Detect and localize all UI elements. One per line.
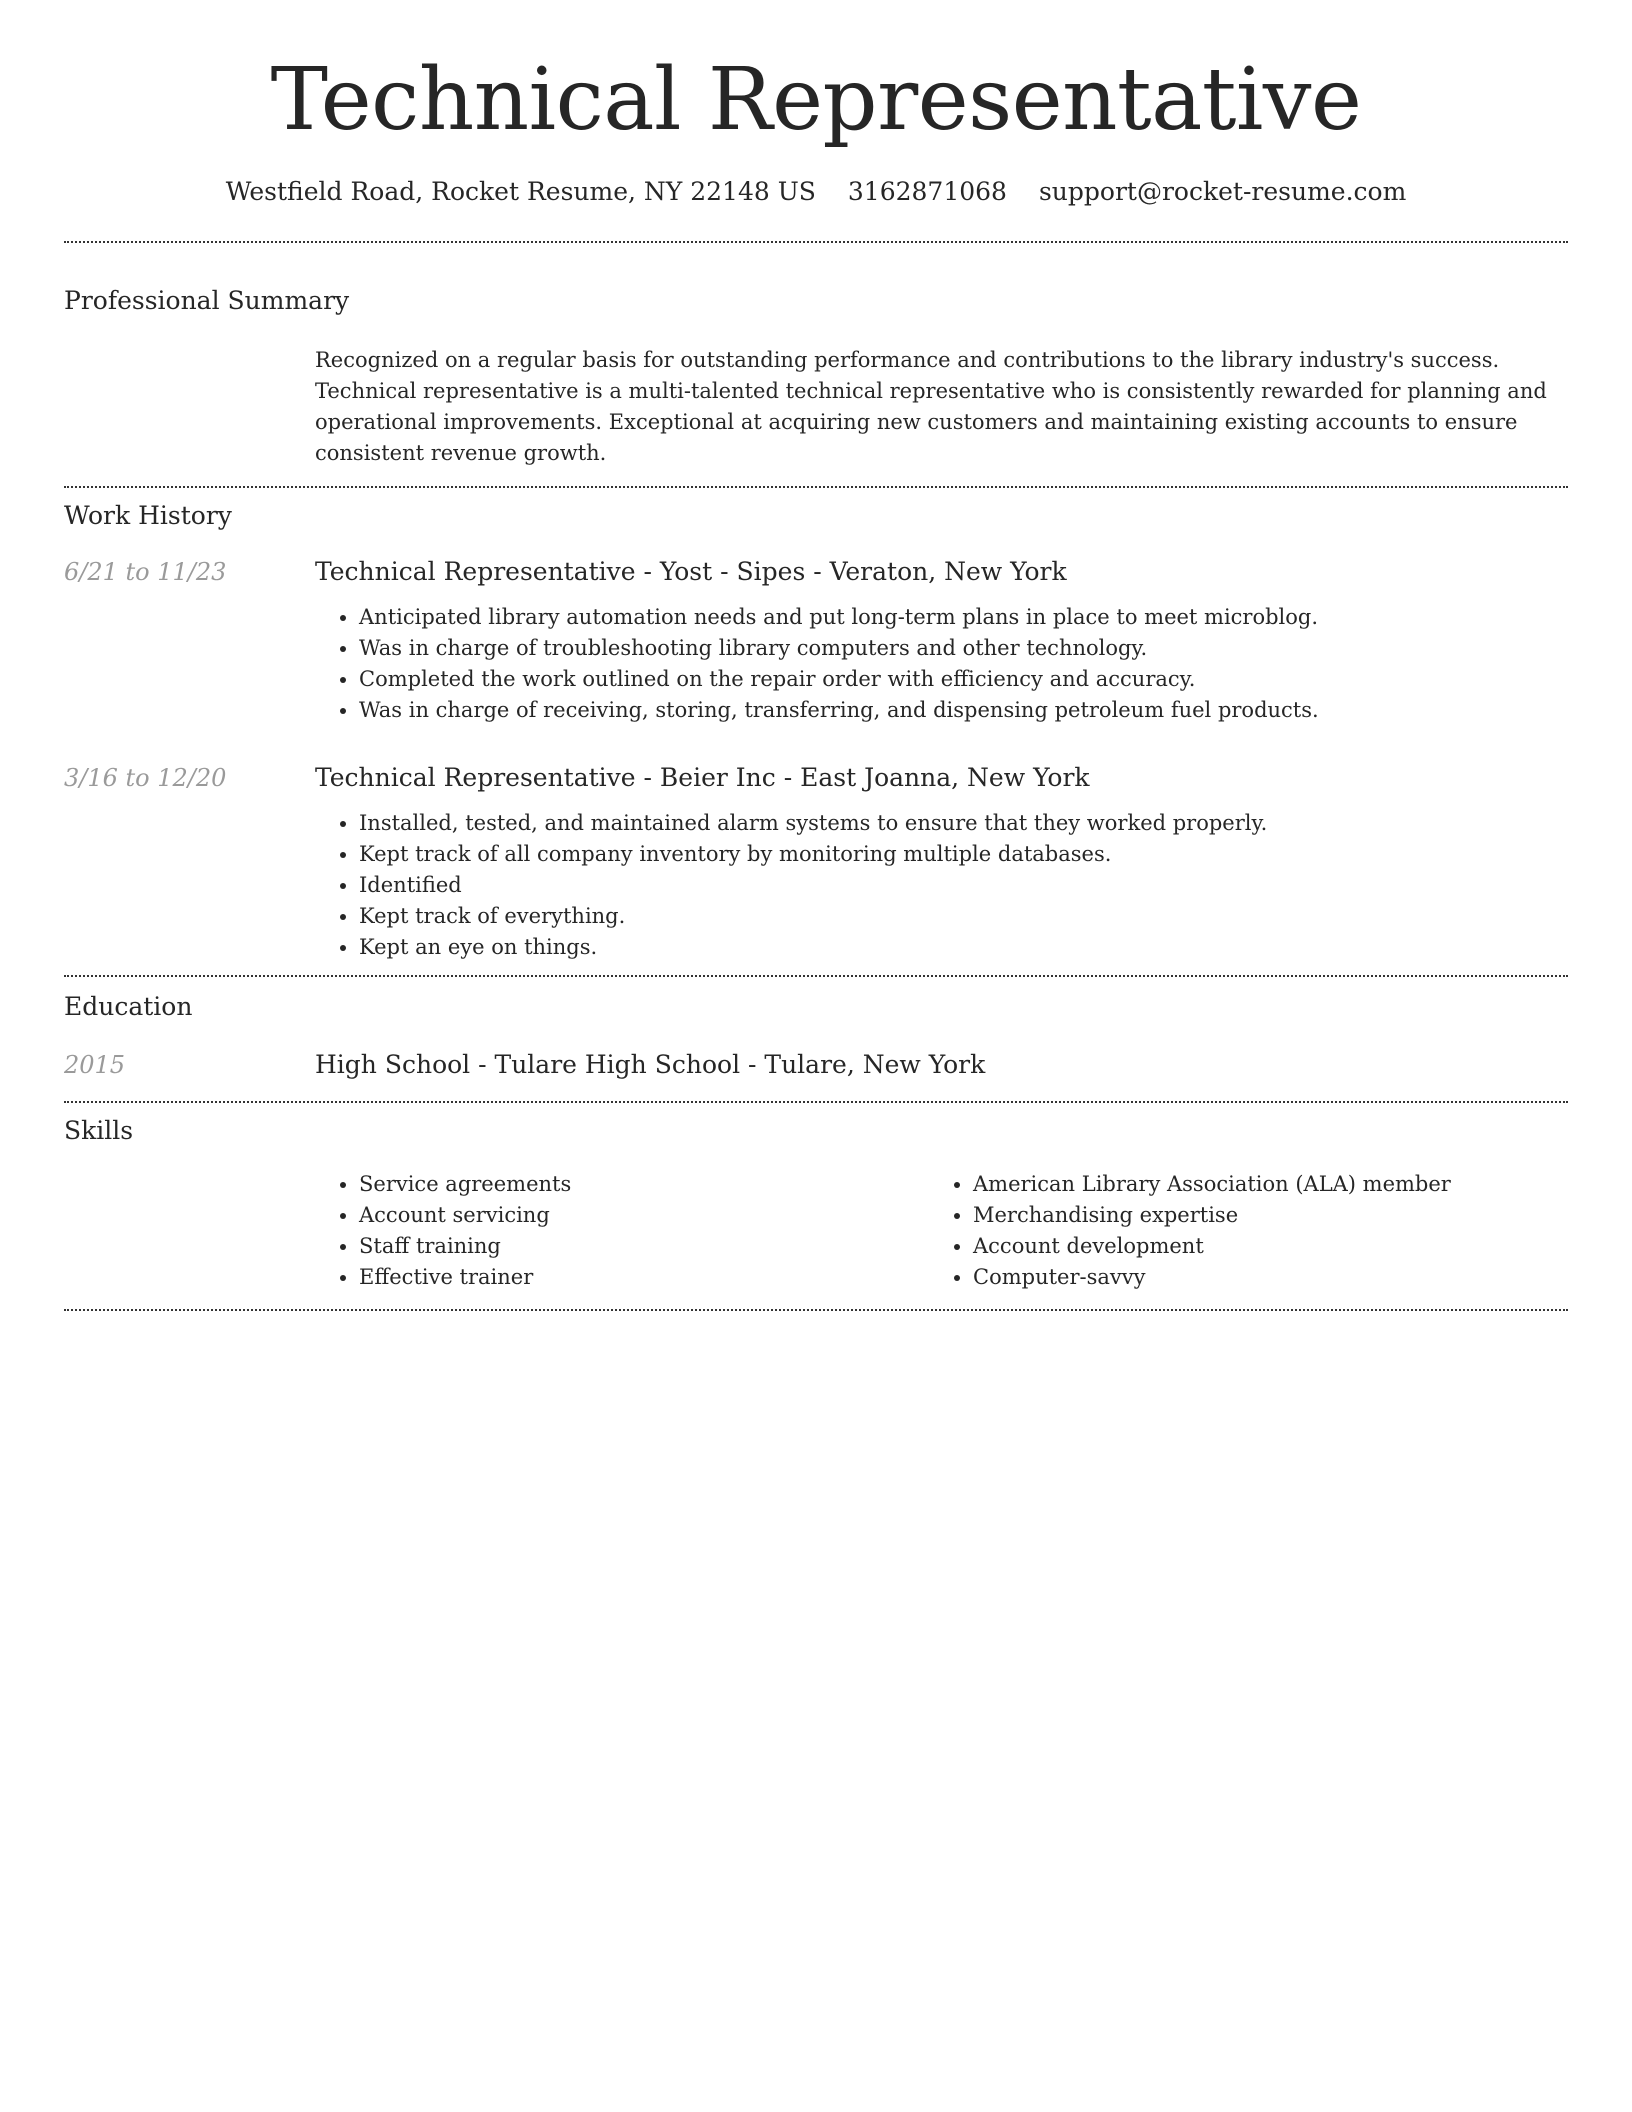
job-bullet: • Kept track of everything.: [359, 901, 1568, 932]
job-body: [315, 762, 1568, 963]
job-dates: 6/21 to 11/23: [64, 558, 227, 586]
education-dates: 2015: [64, 1051, 126, 1079]
job-bullet: • Was in charge of troubleshooting library computers and other technology.: [359, 633, 1568, 664]
section-divider: [64, 975, 1568, 977]
candidate-name: Technical Representative: [270, 50, 1362, 150]
job-heading: Technical Representative - Yost - Sipes - Veraton, New York: [315, 557, 1067, 586]
section-divider: [64, 1101, 1568, 1103]
skills-grid: [315, 1169, 1568, 1293]
job-entry: [64, 762, 1568, 963]
job-bullet: • Was in charge of receiving, storing, transferring, and dispensing petroleum fuel products.: [359, 695, 1568, 726]
skill-item: • Service agreements: [359, 1169, 929, 1200]
skill-item: • Account development: [973, 1231, 1543, 1262]
education-entry: [64, 1049, 1568, 1081]
education-section: [64, 991, 1568, 1101]
skills-column-right: [929, 1169, 1543, 1293]
section-divider: [64, 486, 1568, 488]
job-bullet: • Identified: [359, 870, 1568, 901]
job-heading: Technical Representative - Beier Inc - East Joanna, New York: [315, 763, 1090, 792]
section-title-skills: Skills: [64, 1116, 134, 1145]
job-dates: 3/16 to 12/20: [64, 764, 227, 792]
contact-phone: 3162871068: [847, 177, 1007, 206]
skill-item: • Computer-savvy: [973, 1262, 1543, 1293]
skill-item: • Staff training: [359, 1231, 929, 1262]
section-title-work: Work History: [64, 501, 232, 530]
skills-section: [64, 1115, 1568, 1309]
job-bullet: • Installed, tested, and maintained alarm systems to ensure that they worked properly.: [359, 808, 1568, 839]
section-title-summary: Professional Summary: [64, 286, 350, 315]
job-body: [315, 556, 1568, 726]
section-divider: [64, 241, 1568, 243]
work-history-section: [64, 500, 1568, 975]
job-bullet: • Completed the work outlined on the repair order with efficiency and accuracy.: [359, 664, 1568, 695]
skills-column-left: [315, 1169, 929, 1293]
job-bullet: • Anticipated library automation needs and put long-term plans in place to meet microblog.: [359, 602, 1568, 633]
professional-summary-section: [64, 285, 1568, 486]
job-entry: [64, 556, 1568, 726]
contact-address: Westfield Road, Rocket Resume, NY 22148 US: [225, 177, 816, 206]
education-heading: High School - Tulare High School - Tulare, New York: [315, 1050, 986, 1079]
skill-item: • Account servicing: [359, 1200, 929, 1231]
skill-item: • Merchandising expertise: [973, 1200, 1543, 1231]
skill-item: • American Library Association (ALA) member: [973, 1169, 1543, 1200]
job-bullets: [315, 808, 1568, 963]
contact-info: [64, 176, 1568, 208]
education-body: [315, 1049, 1568, 1081]
summary-text: Recognized on a regular basis for outstanding performance and contributions to the library industry's success. Technical representative is a multi-talented technical representative who is consistently rewarded for planning and operational improvements. Exceptional at acquiring new customers and maintaining existing accounts to ensure consistent revenue growth.: [315, 348, 1547, 465]
section-title-education: Education: [64, 992, 193, 1021]
skill-item: • Effective trainer: [359, 1262, 929, 1293]
job-bullet: • Kept track of all company inventory by monitoring multiple databases.: [359, 839, 1568, 870]
contact-email: support@rocket-resume.com: [1038, 177, 1407, 206]
job-bullets: [315, 602, 1568, 726]
job-bullet: • Kept an eye on things.: [359, 932, 1568, 963]
section-divider: [64, 1309, 1568, 1311]
